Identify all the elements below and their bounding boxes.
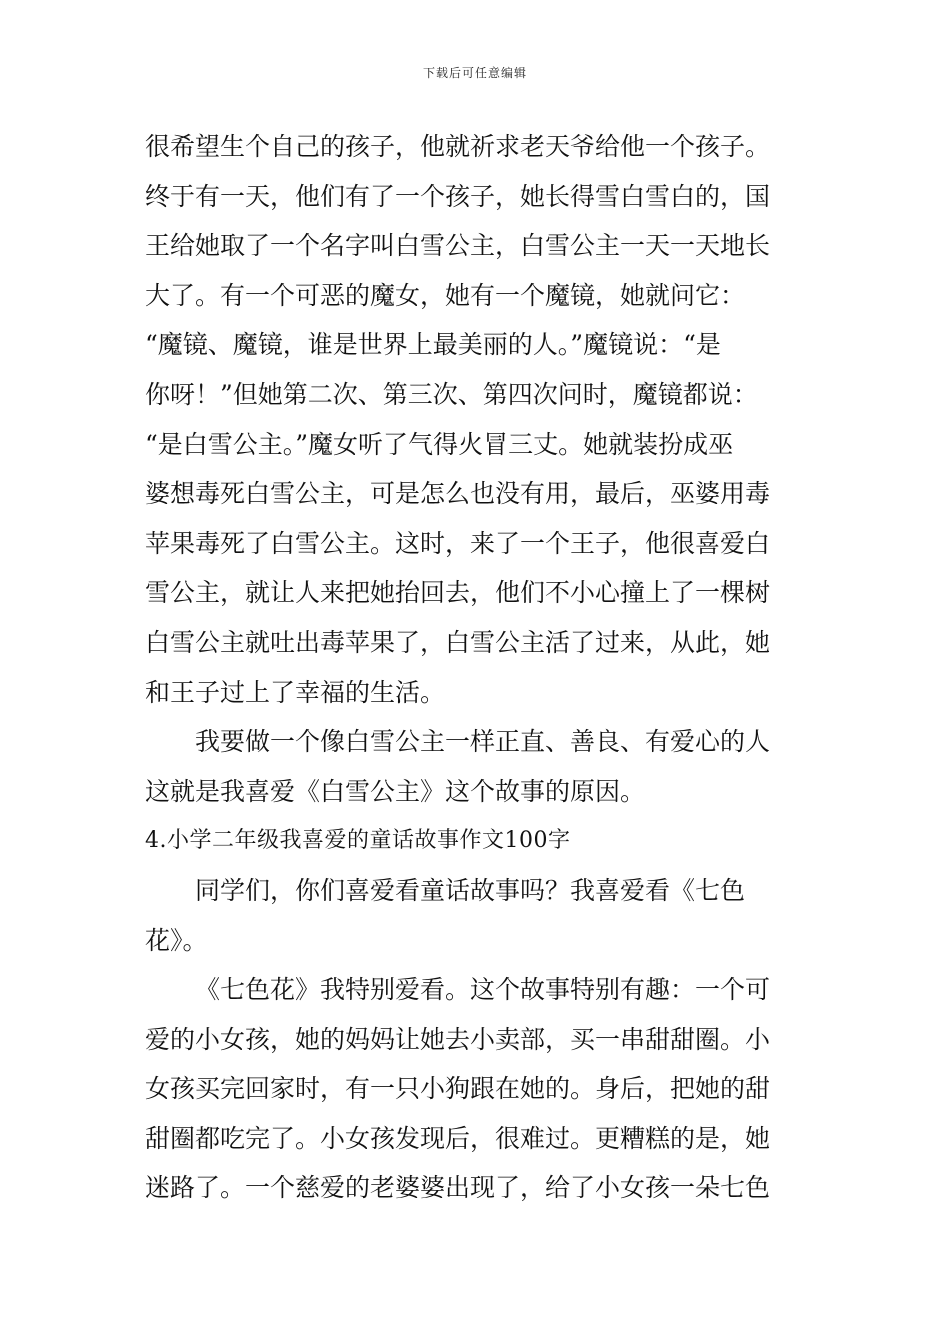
text-line: 婆想毒死白雪公主，可是怎么也没有用，最后，巫婆用毒 <box>145 479 771 509</box>
section-heading: 4.小学二年级我喜爱的童话故事作文100字 <box>145 828 571 854</box>
text-line: 王给她取了一个名字叫白雪公主，白雪公主一天一天地长 <box>145 231 771 261</box>
text-line: 和王子过上了幸福的生活。 <box>145 677 446 707</box>
text-line: 终于有一天，他们有了一个孩子，她长得雪白雪白的，国 <box>145 181 771 211</box>
paragraph-first-line: 《七色花》我特别爱看。这个故事特别有趣：一个可 <box>195 975 771 1005</box>
text-line: 花》。 <box>145 925 208 955</box>
text-line: 你呀！”但她第二次、第三次、第四次问时，魔镜都说： <box>145 379 758 409</box>
text-line: 女孩买完回家时，有一只小狗跟在她的。身后，把她的甜 <box>145 1074 771 1104</box>
paragraph-first-line: 同学们，你们喜爱看童话故事吗？我喜爱看《七色 <box>195 875 746 905</box>
text-line: 白雪公主就吐出毒苹果了，白雪公主活了过来，从此，她 <box>145 627 771 657</box>
text-line: 雪公主，就让人来把她抬回去，他们不小心撞上了一棵树 <box>145 578 771 608</box>
text-line: 甜圈都吃完了。小女孩发现后，很难过。更糟糕的是，她 <box>145 1123 771 1153</box>
document-body <box>145 122 810 1213</box>
text-line: 大了。有一个可恶的魔女，她有一个魔镜，她就问它： <box>145 280 746 310</box>
text-line: 迷路了。一个慈爱的老婆婆出现了，给了小女孩一朵七色 <box>145 1173 771 1203</box>
paragraph-first-line: 我要做一个像白雪公主一样正直、善良、有爱心的人 <box>195 727 771 757</box>
text-line: “魔镜、魔镜，谁是世界上最美丽的人。”魔镜说：“是 <box>145 330 721 360</box>
text-line: 苹果毒死了白雪公主。这时，来了一个王子，他很喜爱白 <box>145 528 771 558</box>
text-line: “是白雪公主。”魔女听了气得火冒三丈。她就装扮成巫 <box>145 429 734 459</box>
text-line: 爱的小女孩，她的妈妈让她去小卖部，买一串甜甜圈。小 <box>145 1024 771 1054</box>
text-line: 很希望生个自己的孩子，他就祈求老天爷给他一个孩子。 <box>145 132 771 161</box>
text-line: 这就是我喜爱《白雪公主》这个故事的原因。 <box>145 776 646 806</box>
page-header: 下载后可任意编辑 <box>422 66 527 80</box>
